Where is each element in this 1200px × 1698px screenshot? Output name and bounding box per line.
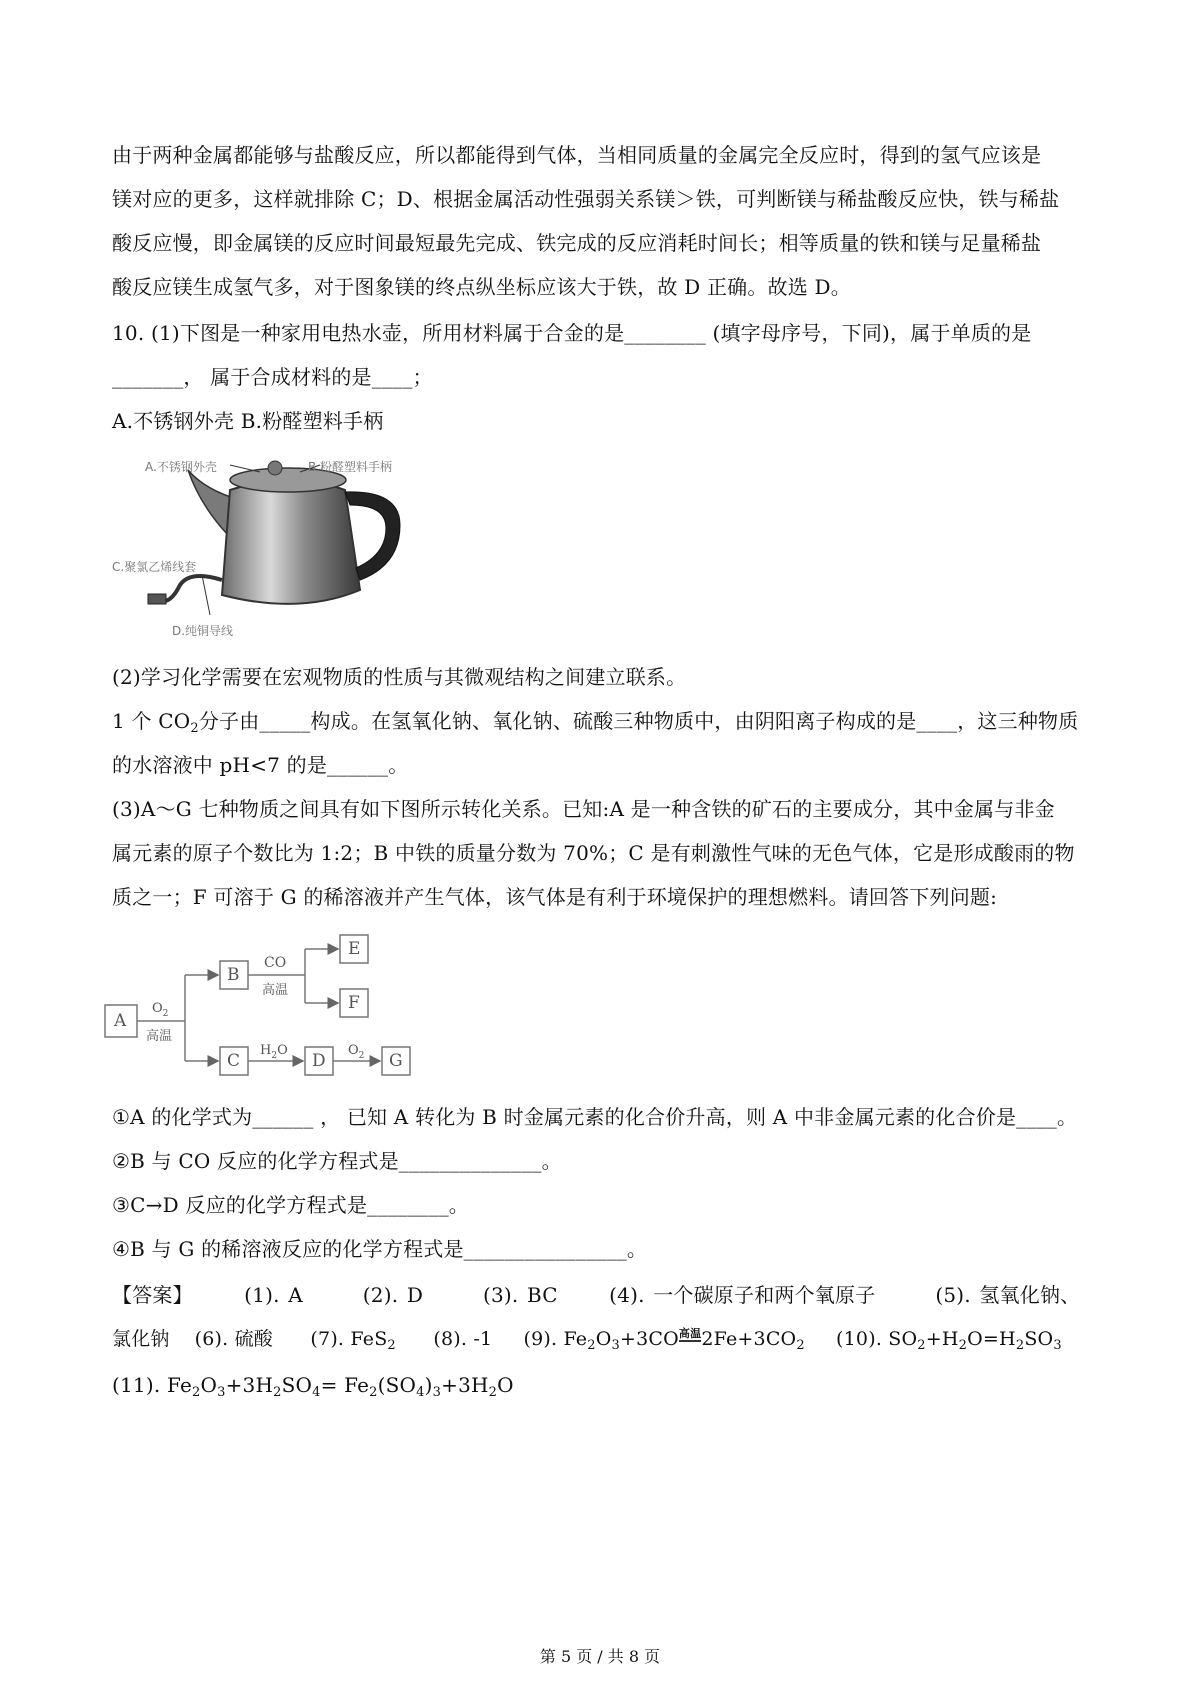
arrow-label-co: CO [264, 955, 287, 971]
page-footer: 第 5 页 / 共 8 页 [539, 1647, 661, 1666]
text-line: 由于两种金属都能够与盐酸反应，所以都能得到气体，当相同质量的金属完全反应时，得到的氢气应该是 [112, 143, 1042, 167]
text-line: 镁对应的更多，这样就排除 C；D、根据金属活动性强弱关系镁＞铁，可判断镁与稀盐酸反应快，铁与稀盐 [112, 187, 1060, 211]
conversion-diagram-svg [100, 925, 430, 1095]
text-line: 酸反应镁生成氢气多，对于图象镁的终点纵坐标应该大于铁，故 D 正确。故选 D。 [112, 275, 851, 299]
text-line: _______， 属于合成材料的是____； [112, 365, 433, 389]
text-line: 酸反应慢，即金属镁的反应时间最短最先完成、铁完成的反应消耗时间长；相等质量的铁和镁与足量稀盐 [112, 231, 1042, 255]
node-g-label: G [389, 1051, 403, 1071]
text-line: 质之一；F 可溶于 G 的稀溶液并产生气体，该气体是有利于环境保护的理想燃料。请回答下列问题: [112, 885, 998, 909]
text-line: 的水溶液中 pH<7 的是______。 [112, 753, 409, 777]
node-e-label: E [348, 939, 361, 959]
node-c-label: C [227, 1051, 241, 1071]
kettle-label-a: A.不锈钢外壳 [145, 460, 217, 474]
question-10-line: 10. (1)下图是一种家用电热水壶，所用材料属于合金的是________ (填字母序号，下同)，属于单质的是 [112, 321, 1032, 345]
text-line: (2)学习化学需要在宏观物质的性质与其微观结构之间建立联系。 [112, 665, 687, 689]
answer-line-3: (11). $Fe_2O_3+3H_2SO_4= Fe_2(SO_4)_3+3H_2O$ [112, 1373, 514, 1400]
kettle-body [222, 480, 360, 604]
sub-question-3: ③C→D 反应的化学方程式是________。 [112, 1193, 469, 1217]
sub-question-1: ①A 的化学式为______ ， 已知 A 转化为 B 时金属元素的化合价升高，则 A 中非金属元素的化合价是____。 [112, 1105, 1078, 1129]
text-line: 1 个 $CO_2$分子由_____构成。在氢氧化钠、氧化钠、硫酸三种物质中，由阴阳离子构成的是____，这三种物质 [112, 709, 1079, 736]
arrow-label-o2: $O_2$ [152, 1001, 169, 1019]
conversion-diagram [100, 925, 430, 1095]
node-b-label: B [227, 965, 240, 985]
kettle-figure [110, 450, 460, 650]
node-f-label: F [348, 993, 360, 1013]
text-line: A.不锈钢外壳 B.粉醛塑料手柄 [112, 409, 384, 433]
arrow-label-o2-2: $O_2$ [348, 1043, 365, 1061]
text-line: 属元素的原子个数比为 1:2；B 中铁的质量分数为 70%；C 是有刺激性气味的无色气体，它是形成酸雨的物 [112, 841, 1075, 865]
kettle-label-b: B.粉醛塑料手柄 [308, 460, 393, 474]
sub-question-4: ④B 与 G 的稀溶液反应的化学方程式是________________。 [112, 1237, 648, 1261]
node-d-label: D [312, 1051, 326, 1071]
reaction-condition: 高温 [678, 1327, 702, 1340]
kettle-illustration [110, 450, 460, 650]
kettle-cord [160, 576, 222, 601]
text-line: (3)A～G 七种物质之间具有如下图所示转化关系。已知:A 是一种含铁的矿石的主要成分，其中金属与非金 [112, 797, 1055, 821]
sub-question-2: ②B 与 CO 反应的化学方程式是______________。 [112, 1149, 562, 1173]
answer-label: 【答案】 [112, 1283, 193, 1307]
kettle-label-d: D.纯铜导线 [172, 624, 234, 638]
arrow-label-gaowen-2: 高温 [262, 983, 289, 998]
kettle-label-c: C.聚氯乙烯线套 [112, 560, 197, 574]
arrow-label-gaowen: 高温 [146, 1029, 173, 1044]
arrow-label-h2o: $H_2O$ [260, 1043, 288, 1061]
node-a-label: A [114, 1011, 127, 1031]
answer-line-1: 【答案】 (1). A (2). D (3). BC (4). 一个碳原子和两个氧原子 (5). 氢氧化钠、 [112, 1283, 1081, 1307]
answer-line-2: 氯化钠 (6). 硫酸 (7). FeS$_2$ (8). -1 (9). $Fe_2O_3+3CO$高温$2Fe+3CO_2$ (10). $SO_2+H_2O=H_2SO_3$ [112, 1327, 1062, 1353]
